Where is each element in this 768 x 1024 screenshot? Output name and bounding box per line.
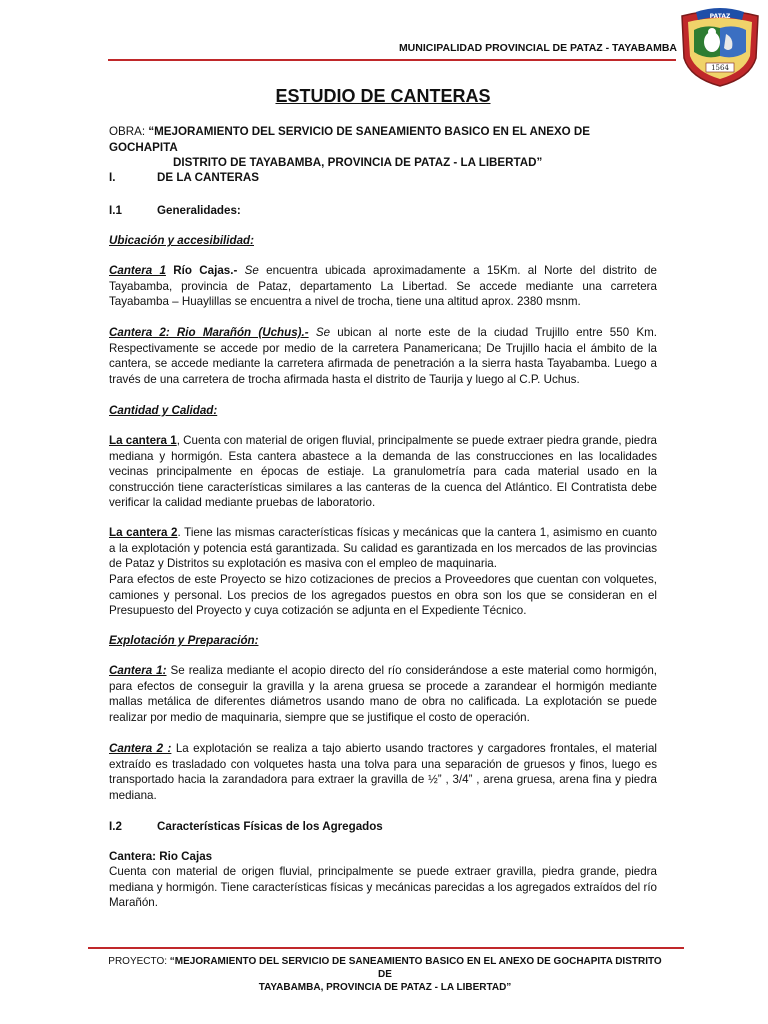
explotacion-cantera-1-text: Se realiza mediante el acopio directo del río considerándose a este material como hormigón, para efectos de conseguir la gravilla y la arena gruesa se procede a zarandear el hormigón mediante mallas metálica de diferentes diámetros usando mano de obra no calificada. La explotación se puede realizar por medio de maquinaria, siempre que se justifique el costo de operación. <box>109 664 657 724</box>
explotacion-cantera-2-label: Cantera 2 : <box>109 742 172 755</box>
la-cantera-2-label: La cantera 2 <box>109 526 178 539</box>
cantera-1-se: Se <box>237 264 259 277</box>
rio-cajas-paragraph: Cuenta con material de origen fluvial, principalmente se puede extraer gravilla, piedra grande, piedra mediana y hormigón. Tiene características físicas y mecánicas parecidas a los agregados extraídos del río Marañón. <box>109 865 657 910</box>
section-1-heading <box>109 170 657 186</box>
footer-label: PROYECTO: <box>108 956 167 967</box>
proyecto-paragraph: Para efectos de este Proyecto se hizo cotizaciones de precios a Proveedores que cuentan con volquetes, camiones y personal. Los precios de los agregados puestos en obra son los que se consideran en el Presupuesto del Proyecto y cuya cotización se adjunta en el Expediente Técnico. <box>109 573 657 618</box>
ubicacion-heading: Ubicación y accesibilidad: <box>109 234 254 247</box>
obra-line1: “MEJORAMIENTO DEL SERVICIO DE SANEAMIENTO BASICO EN EL ANEXO DE GOCHAPITA <box>109 125 591 154</box>
crest-lettering: PATAZ <box>709 13 731 20</box>
section-1-2-number: I.2 <box>109 820 122 833</box>
cantera-1-paragraph <box>109 263 657 310</box>
cantera-2-text: ubican al norte este de la ciudad Trujillo entre 550 Km. Respectivamente se accede por medio de la carretera Panamericana; De Trujillo hacia el ámbito de la cantera, se accede mediante la carretera afirmada de penetración a la sierra hasta Tayabamba. Luego a través de una carretera de trocha afirmada hasta el distrito de Taurija y luego al C.P. Uchus. <box>109 326 657 386</box>
explotacion-cantera-2-paragraph <box>109 741 657 803</box>
la-cantera-1-label: La cantera 1 <box>109 434 177 447</box>
cantera-1-name: Río Cajas.- <box>165 264 238 277</box>
la-cantera-2-paragraph <box>109 525 657 572</box>
explotacion-cantera-2-text: La explotación se realiza a tajo abierto usando tractores y cargadores frontales, el material extraído es trasladado con volquetes hasta una tolva para una separación de gruesos y finos, luego es transportado hacia la zarandadora para extraer la gravilla de ½” , 3/4” , arena gruesa, arena fina y piedra mediana. <box>109 742 657 802</box>
footer-line1: “MEJORAMIENTO DEL SERVICIO DE SANEAMIENTO BASICO EN EL ANEXO DE GOCHAPITA DISTRITO DE <box>167 956 662 980</box>
cantera-1-text: encuentra ubicada aproximadamente a 15Km. al Norte del distrito de Tayabamba, provincia de Pataz, departamento La Libertad. Se accede mediante una carretera Tayabamba – Huaylillas se encuentra a nivel de trocha, tiene una altitud aprox. 2380 msnm. <box>109 264 657 309</box>
explotacion-cantera-1-label: Cantera 1: <box>109 664 167 677</box>
rio-cajas-heading: Cantera: Rio Cajas <box>109 850 213 863</box>
header-title: MUNICIPALIDAD PROVINCIAL DE PATAZ - TAYABAMBA <box>398 42 677 54</box>
footer-divider <box>88 947 684 949</box>
cantera-2-se: Se <box>308 326 331 339</box>
municipal-crest-logo <box>676 8 764 88</box>
section-1-2-title: Características Físicas de los Agregados <box>157 820 383 833</box>
explotacion-heading: Explotación y Preparación: <box>109 634 259 647</box>
section-1-number: I. <box>109 171 116 184</box>
la-cantera-1-text: , Cuenta con material de origen fluvial, principalmente se puede extraer piedra grande, piedra mediana y hormigón. Esta cantera abastece a la demanda de las construcciones en las localidades vecinas principalmente en épocas de estiaje. La granulometría para cada material usado en la construcción tiene características similares a las canteras de la cuenca del Atlántico. El Contratista debe verificar la calidad mediante pruebas de laboratorio. <box>109 434 658 510</box>
section-1-1-title: Generalidades: <box>157 204 241 217</box>
obra-line2: DISTRITO DE TAYABAMBA, PROVINCIA DE PATAZ - LA LIBERTAD” <box>173 156 543 170</box>
obra-label: OBRA: <box>109 125 149 138</box>
footer-line2: TAYABAMBA, PROVINCIA DE PATAZ - LA LIBERTAD” <box>258 982 512 993</box>
explotacion-cantera-1-paragraph <box>109 663 657 725</box>
cantera-1-label: Cantera 1 <box>109 264 166 277</box>
cantera-2-label: Cantera 2: Rio Marañón (Uchus).- <box>109 326 309 339</box>
section-1-1-number: I.1 <box>109 204 122 217</box>
document-title: ESTUDIO DE CANTERAS <box>275 86 491 106</box>
section-1-1-heading <box>109 203 657 219</box>
la-cantera-2-text: . Tiene las mismas características físicas y mecánicas que la cantera 1, asimismo en cuanto a la explotación y potencia está garantizada. Su calidad es garantizada en los mercados de las provincias de Pataz y Distritos su explotación es masiva con el empleo de maquinaria. <box>109 526 657 571</box>
cantera-2-paragraph <box>109 325 657 387</box>
section-1-2-heading <box>109 819 657 835</box>
section-1-title: DE LA CANTERAS <box>157 171 259 184</box>
la-cantera-1-paragraph <box>109 433 657 511</box>
footer <box>104 955 666 994</box>
header-divider <box>108 59 676 61</box>
obra-block <box>109 124 657 171</box>
cantidad-heading: Cantidad y Calidad: <box>109 404 218 417</box>
crest-year: 1564 <box>711 64 729 72</box>
